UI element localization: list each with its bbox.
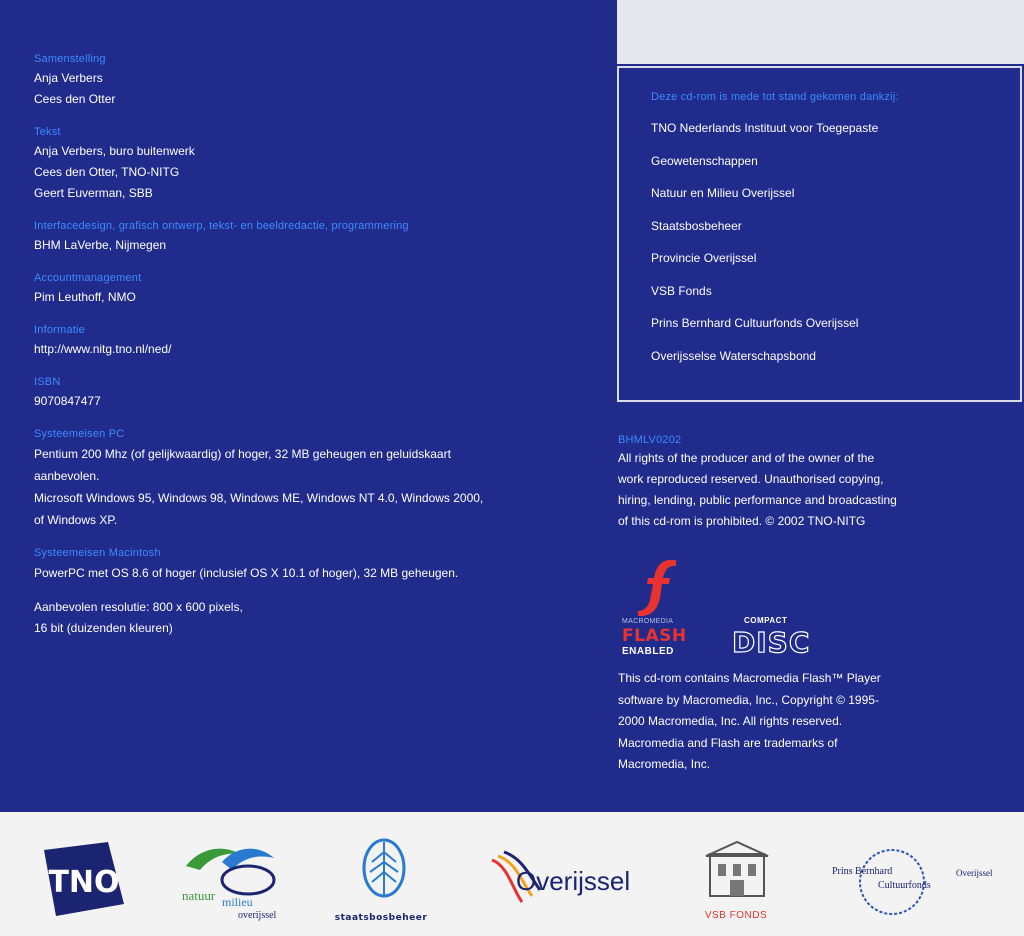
rights-line: work reproduced reserved. Unauthorised copying, (618, 472, 884, 486)
flash-notice-line: Macromedia, Inc. (618, 757, 711, 771)
credits-section-tekst (34, 123, 504, 204)
overijssel-text: Overijssel (516, 866, 631, 896)
credit-line: Cees den Otter (34, 92, 116, 106)
sponsor-item: Natuur en Milieu Overijssel (651, 186, 795, 200)
staatsbosbeheer-logo (326, 838, 436, 924)
badges (618, 552, 858, 664)
credit-line: Geert Euverman, SBB (34, 186, 153, 200)
prins-line2: Cultuurfonds (878, 880, 931, 891)
section-label: Systeemeisen Macintosh (34, 547, 161, 559)
rights-line: of this cd-rom is prohibited. © 2002 TNO-NITG (618, 514, 866, 528)
sponsor-item: Prins Bernhard Cultuurfonds Overijssel (651, 316, 859, 330)
section-label: Accountmanagement (34, 272, 142, 284)
sponsor-item: Overijsselse Waterschapsbond (651, 348, 816, 363)
overijssel-swoosh-icon (488, 846, 648, 916)
sponsors-label: Deze cd-rom is mede tot stand gekomen dankzij: (651, 91, 899, 103)
credits-section-samenstelling (34, 50, 504, 110)
credit-line: Pim Leuthoff, NMO (34, 290, 136, 304)
credit-line: Pentium 200 Mhz (of gelijkwaardig) of hoger, 32 MB geheugen en geluidskaart aanbevolen. (34, 447, 451, 483)
credit-line: Anja Verbers, buro buitenwerk (34, 144, 195, 158)
rights-notice (618, 432, 998, 532)
milieu-text: milieu (222, 895, 253, 909)
flash-f-icon (636, 556, 680, 616)
flash-notice-line: software by Macromedia, Inc., Copyright © 1995- (618, 692, 879, 707)
building-icon (694, 840, 788, 926)
credit-line: PowerPC met OS 8.6 of hoger (inclusief OS X 10.1 of hoger), 32 MB geheugen. (34, 566, 459, 580)
credit-line: Anja Verbers (34, 71, 103, 85)
flash-word: FLASH (622, 626, 687, 646)
resolution-line: 16 bit (duizenden kleuren) (34, 621, 173, 635)
vsb-text: VSB FONDS (704, 910, 768, 921)
info-url: http://www.nitg.tno.nl/ned/ (34, 342, 172, 356)
flash-notice-line: 2000 Macromedia, Inc. All rights reserved. (618, 714, 843, 728)
provincie-overijssel-logo (488, 846, 648, 916)
tree-leaf-icon (326, 838, 436, 924)
rights-line: All rights of the producer and of the owner of the (618, 451, 875, 465)
vsb-fonds-logo (694, 840, 788, 926)
credits-column (34, 50, 504, 652)
rights-line: hiring, lending, public performance and broadcasting (618, 493, 897, 507)
sponsor-item: Provincie Overijssel (651, 251, 757, 265)
flash-notice (618, 668, 998, 776)
prins-line3: Overijssel (956, 868, 993, 878)
credits-section-resolution (34, 597, 504, 639)
cd-disc-text: DISC (732, 626, 811, 659)
resolution-line: Aanbevolen resolutie: 800 x 600 pixels, (34, 600, 243, 614)
credits-section-mac (34, 544, 504, 584)
tno-logo-text: TNO (48, 865, 120, 900)
credit-line: Cees den Otter, TNO-NITG (34, 165, 180, 179)
section-label: ISBN (34, 376, 61, 388)
flash-notice-line: This cd-rom contains Macromedia Flash™ Player (618, 671, 881, 685)
staatsbosbeheer-text: staatsbosbeheer (334, 913, 428, 923)
section-label: Informatie (34, 324, 85, 336)
credits-section-pc (34, 425, 504, 531)
section-label: Samenstelling (34, 53, 106, 65)
credits-section-isbn (34, 373, 504, 412)
section-label: Interfacedesign, grafisch ontwerp, tekst- en beeldredactie, programmering (34, 220, 409, 232)
sponsor-item: Staatsbosbeheer (651, 218, 742, 233)
credits-section-informatie (34, 321, 504, 360)
prins-line1: Prins Bernhard (832, 866, 893, 877)
cd-compact-text: COMPACT (744, 616, 788, 625)
prins-bernhard-logo (828, 842, 1008, 922)
flash-small-text: MACROMEDIA (622, 618, 674, 625)
sponsor-item: TNO Nederlands Instituut voor Toegepaste (651, 121, 879, 135)
tno-logo-icon (34, 840, 130, 918)
section-label: Tekst (34, 126, 61, 138)
tno-logo (34, 840, 130, 918)
flash-notice-line: Macromedia and Flash are trademarks of (618, 735, 838, 750)
natuur-milieu-logo (178, 840, 286, 922)
top-right-strip (617, 0, 1024, 64)
sponsors-box (617, 66, 1022, 402)
flash-enabled-text: ENABLED (622, 646, 674, 657)
credit-line: Microsoft Windows 95, Windows 98, Windows ME, Windows NT 4.0, Windows 2000, of Windows XP. (34, 491, 484, 527)
credits-section-design (34, 217, 504, 256)
sponsor-item: Geowetenschappen (651, 153, 758, 168)
credit-line: BHM LaVerbe, Nijmegen (34, 238, 167, 252)
compact-disc-logo (730, 616, 812, 662)
sponsor-logos-footer (0, 812, 1024, 936)
product-code: BHMLV0202 (618, 434, 682, 446)
natuur-text: natuur (182, 888, 216, 903)
credits-section-account (34, 269, 504, 308)
natuur-milieu-icon (178, 840, 286, 922)
cultuurfonds-seal-icon (828, 842, 1008, 922)
isbn-value: 9070847477 (34, 394, 101, 408)
section-label: Systeemeisen PC (34, 428, 125, 440)
overijssel-small-text: overijssel (238, 910, 277, 921)
flash-enabled-logo (618, 552, 708, 662)
sponsor-item: VSB Fonds (651, 283, 712, 298)
